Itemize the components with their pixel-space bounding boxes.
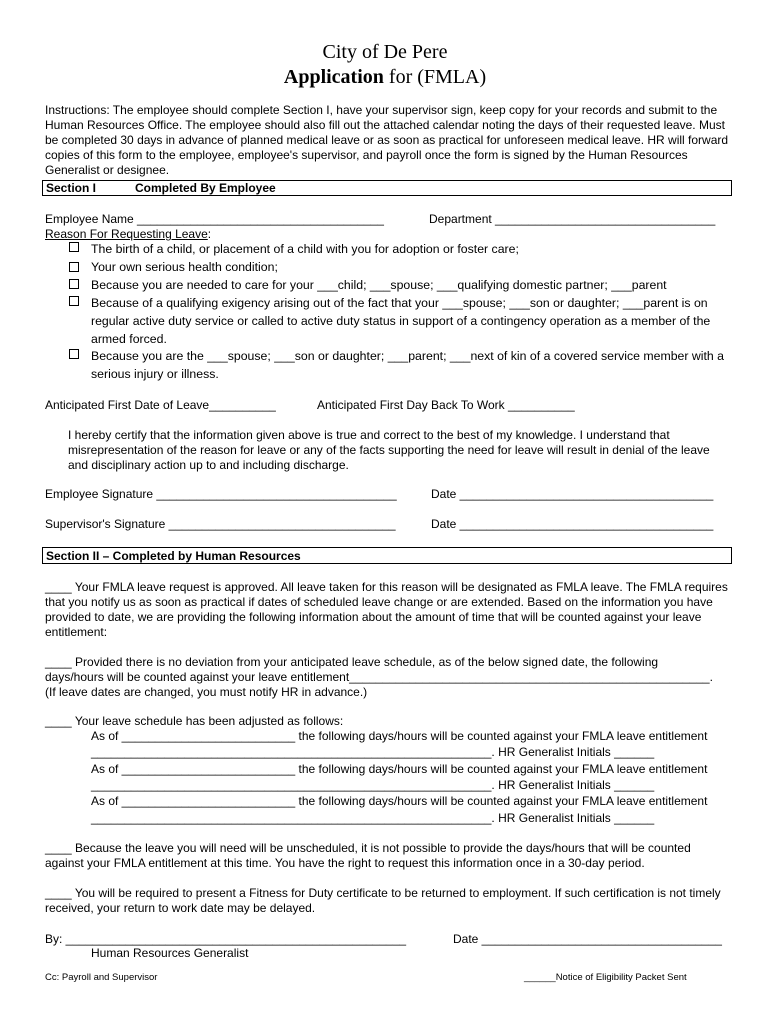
- by-signature-field[interactable]: By: ___________________________________________________: [45, 932, 407, 946]
- reason-servicemember-line1: Because you are the ___spouse; ___son or daughter; ___parent; ___next of kin of a covered service member with a: [91, 349, 725, 363]
- reason-checkbox-servicemember[interactable]: [69, 349, 79, 359]
- reason-own-health: Your own serious health condition;: [91, 260, 278, 274]
- reason-exigency-line3: armed forced.: [91, 332, 167, 346]
- cc-text: Cc: Payroll and Supervisor: [45, 972, 158, 983]
- reason-heading-colon: :: [207, 227, 212, 241]
- provided-line2[interactable]: days/hours will be counted against your leave entitlement______________________________________________________.: [45, 670, 713, 684]
- employee-date-field[interactable]: Date ______________________________________: [431, 487, 714, 501]
- supervisor-date-field[interactable]: Date ______________________________________: [431, 517, 714, 531]
- supervisor-signature-field[interactable]: Supervisor's Signature __________________________________: [45, 517, 396, 531]
- reason-care: Because you are needed to care for your ___child; ___spouse; ___qualifying domestic partner; ___parent: [91, 278, 667, 292]
- reason-exigency-line1: Because of a qualifying exigency arising out of the fact that your ___spouse; ___son or daughter; ___parent is on: [91, 296, 708, 310]
- back-to-work-field[interactable]: Anticipated First Day Back To Work __________: [317, 398, 575, 412]
- employee-signature-field[interactable]: Employee Signature ____________________________________: [45, 487, 397, 501]
- hr-initials-line-2[interactable]: ____________________________________________________________. HR Generalist Initials ______: [91, 778, 655, 792]
- unscheduled-text: ____ Because the leave you will need will be unscheduled, it is not possible to provide the days/hours that will be counted against your FMLA entitlement at this time. You have the right to request this information once in a 30-day period.: [45, 841, 691, 870]
- employee-name-field[interactable]: Employee Name _____________________________________: [45, 212, 384, 226]
- section-2-label: Section II – Completed by Human Resources: [46, 549, 301, 563]
- hr-initials-line-3[interactable]: ____________________________________________________________. HR Generalist Initials ______: [91, 811, 655, 825]
- reason-checkbox-own-health[interactable]: [69, 262, 79, 272]
- reason-servicemember-line2: serious injury or illness.: [91, 367, 219, 381]
- reason-birth: The birth of a child, or placement of a child with you for adoption or foster care;: [91, 242, 519, 256]
- reason-heading-text: Reason For Requesting Leave: [45, 227, 208, 241]
- hr-date-field[interactable]: Date ____________________________________: [453, 932, 722, 946]
- certification-text: I hereby certify that the information given above is true and correct to the best of my knowledge. I understand that misrepresentation of the reason for leave or any of the facts supporting the need for leave will result in denial of the leave and disciplinary action up to and including discharge.: [68, 428, 710, 472]
- section-2-header: [42, 547, 732, 564]
- adjusted-text: ____ Your leave schedule has been adjusted as follows:: [45, 714, 344, 728]
- reason-exigency-line2: regular active duty service or called to active duty status in support of a contingency operation as a member of the: [91, 314, 711, 328]
- provided-line1: ____ Provided there is no deviation from your anticipated leave schedule, as of the below signed date, the following: [45, 655, 659, 669]
- form-title-bold: Application: [283, 66, 384, 88]
- reason-checkbox-care[interactable]: [69, 279, 79, 289]
- reason-checkbox-exigency[interactable]: [69, 296, 79, 306]
- hr-initials-line-1[interactable]: ____________________________________________________________. HR Generalist Initials ______: [91, 745, 655, 759]
- section-1-header: [42, 180, 732, 196]
- approved-text: ____ Your FMLA leave request is approved. All leave taken for this reason will be designated as FMLA leave. The FMLA requires that you notify us as soon as practical if dates of scheduled leave change or are extended. Based on the information you have provided to date, we are providing the following information about the amount of time that will be counted against your leave entitlement:: [45, 580, 728, 639]
- form-title-rest: for (FMLA): [383, 66, 487, 88]
- org-name: City of De Pere: [322, 41, 448, 63]
- as-of-line-3[interactable]: As of __________________________ the following days/hours will be counted against your FMLA leave entitlement: [91, 794, 708, 808]
- first-date-field[interactable]: Anticipated First Date of Leave__________: [45, 398, 276, 412]
- notice-sent-field[interactable]: ______Notice of Eligibility Packet Sent: [524, 972, 687, 983]
- form-title: [0, 65, 770, 89]
- instructions: Instructions: The employee should complete Section I, have your supervisor sign, keep copy for your records and submit to the Human Resources Office. The employee should also fill out the attached calendar noting the days of their requested leave. Must be completed 30 days in advance of planned medical leave or as soon as practical for unforeseen medical leave. HR will forward copies of this form to the employee, employee's supervisor, and payroll once the form is signed by the Human Resources Generalist or designee.: [45, 103, 729, 177]
- as-of-line-1[interactable]: As of __________________________ the following days/hours will be counted against your FMLA leave entitlement: [91, 729, 708, 743]
- reason-checkbox-birth[interactable]: [69, 242, 79, 252]
- fitness-text: ____ You will be required to present a Fitness for Duty certificate to be returned to employment. If such certification is not timely received, your return to work date may be delayed.: [45, 886, 721, 915]
- department-field[interactable]: Department _________________________________: [429, 212, 716, 226]
- section-1-label: Section I: [46, 181, 97, 195]
- as-of-line-2[interactable]: As of __________________________ the following days/hours will be counted against your FMLA leave entitlement: [91, 762, 708, 776]
- provided-line3: (If leave dates are changed, you must notify HR in advance.): [45, 685, 368, 699]
- section-1-title: Completed By Employee: [135, 181, 276, 195]
- hr-generalist-label: Human Resources Generalist: [91, 946, 249, 960]
